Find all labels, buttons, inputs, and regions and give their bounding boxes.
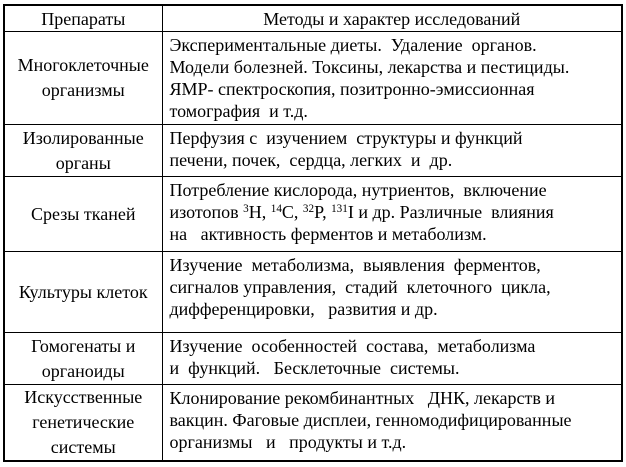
table-row-tissue-slices (4, 177, 622, 252)
methods-cell: Перфузия с изучением структуры и функций печени, почек, сердца, легких и др. (162, 125, 622, 177)
table-row-homogenates-organelles (4, 333, 622, 385)
table-row-cell-cultures (4, 252, 622, 333)
table-header-row (4, 5, 622, 32)
methods-cell: Изучение метаболизма, выявления ферментов, сигналов управления, стадий клеточного цикла, дифференцировки, развития и др. (162, 252, 622, 333)
prep-cell: Искусственные генетические системы (4, 385, 162, 462)
methods-cell: Экспериментальные диеты. Удаление органов. Модели болезней. Токсины, лекарства и пестициды. ЯМР- спектроскопия, позитронно-эмиссионная томография и т.д. (162, 32, 622, 125)
prep-cell: Срезы тканей (4, 177, 162, 252)
column-header-preparations: Препараты (4, 5, 162, 32)
prep-cell: Многоклеточные организмы (4, 32, 162, 125)
table-row-isolated-organs (4, 125, 622, 177)
column-header-methods: Методы и характер исследований (162, 5, 622, 32)
prep-cell: Культуры клеток (4, 252, 162, 333)
research-methods-table (3, 4, 623, 462)
prep-cell: Изолированные органы (4, 125, 162, 177)
table-row-artificial-genetic-systems (4, 385, 622, 462)
methods-cell: Изучение особенностей состава, метаболизма и функций. Бесклеточные системы. (162, 333, 622, 385)
prep-cell: Гомогенаты и органоиды (4, 333, 162, 385)
table-row-multicellular-organisms (4, 32, 622, 125)
methods-cell: Потребление кислорода, нутриентов, включение изотопов $^3$H, $^{14}$C, $^{32}$P, $^{131}$I и др. Различные влияния на активность ферментов и метаболизм. (162, 177, 622, 252)
methods-cell: Клонирование рекомбинантных ДНК, лекарств и вакцин. Фаговые дисплеи, генномодифицированные организмы и продукты и т.д. (162, 385, 622, 462)
